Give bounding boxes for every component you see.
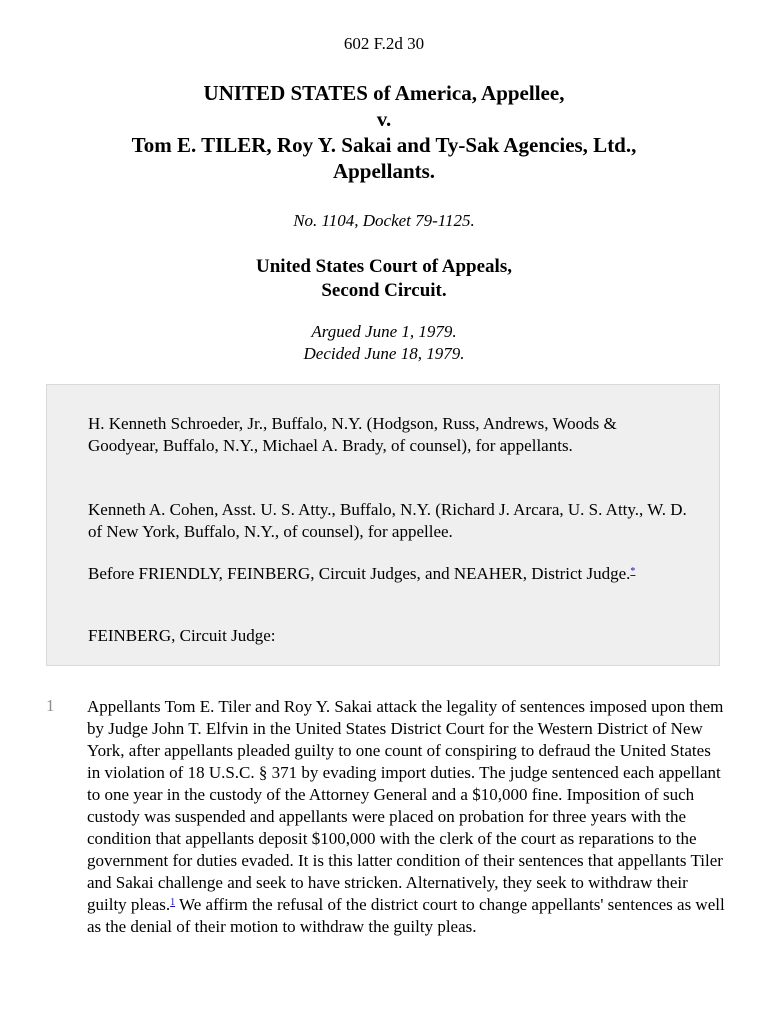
footnote-link-star[interactable]: * xyxy=(630,566,636,577)
footnote-marker xyxy=(170,897,175,908)
caption-versus: v. xyxy=(376,107,392,131)
paragraph-number: 1 xyxy=(46,696,55,715)
court-name xyxy=(0,255,768,303)
opinion-author: FEINBERG, Circuit Judge: xyxy=(88,626,276,645)
caption-appellants: Tom E. TILER, Roy Y. Sakai and Ty-Sak Agencies, Ltd., xyxy=(131,133,637,157)
panel-judges-text: Before FRIENDLY, FEINBERG, Circuit Judges, and NEAHER, District Judge. xyxy=(88,564,631,583)
court-name-line2: Second Circuit. xyxy=(321,280,447,301)
counsel-appellee: Kenneth A. Cohen, Asst. U. S. Atty., Buffalo, N.Y. (Richard J. Arcara, U. S. Atty., W. D. of New York, Buffalo, N.Y., of counsel), for appellee. xyxy=(88,500,687,541)
panel-judges xyxy=(88,563,688,585)
case-citation: 602 F.2d 30 xyxy=(343,34,425,53)
case-dates xyxy=(0,321,768,365)
opinion-text: Appellants Tom E. Tiler and Roy Y. Sakai attack the legality of sentences imposed upon them by Judge John T. Elfvin in the United States District Court for the Western District of New York, after appellants pleaded guilty to one count of conspiring to defraud the United States in violation of 18 U.S.C. § 371 by evading import duties. The judge sentenced each appellant to one year in the custody of the Attorney General and a $10,000 fine. Imposition of such custody was suspended and appellants were placed on probation for three years with the condition that appellants deposit $100,000 with the clerk of the court as reparations to the government for duties evaded. It is this latter condition of their sentences that appellants Tiler and Sakai challenge and seek to have stricken. Alternatively, they seek to withdraw their guilty pleas. xyxy=(87,697,724,914)
decided-date: Decided June 18, 1979. xyxy=(303,344,465,363)
argued-date: Argued June 1, 1979. xyxy=(311,322,457,341)
case-caption xyxy=(0,80,768,184)
footnote-link-1[interactable]: 1 xyxy=(170,897,176,908)
footnote-marker xyxy=(630,566,635,577)
counsel-appellants: H. Kenneth Schroeder, Jr., Buffalo, N.Y. (Hodgson, Russ, Andrews, Woods & Goodyear, Buffalo, N.Y., Michael A. Brady, of counsel), for appellants. xyxy=(88,414,617,455)
docket-number: No. 1104, Docket 79-1125. xyxy=(293,211,475,230)
caption-appellants-label: Appellants. xyxy=(332,159,436,183)
opinion-paragraph xyxy=(87,696,727,938)
court-name-line1: United States Court of Appeals, xyxy=(256,256,512,277)
caption-appellee: UNITED STATES of America, Appellee, xyxy=(203,81,565,105)
counsel-panel xyxy=(46,384,720,666)
opinion-text-continued: We affirm the refusal of the district court to change appellants' sentences as well as the denial of their motion to withdraw the guilty pleas. xyxy=(87,895,725,936)
